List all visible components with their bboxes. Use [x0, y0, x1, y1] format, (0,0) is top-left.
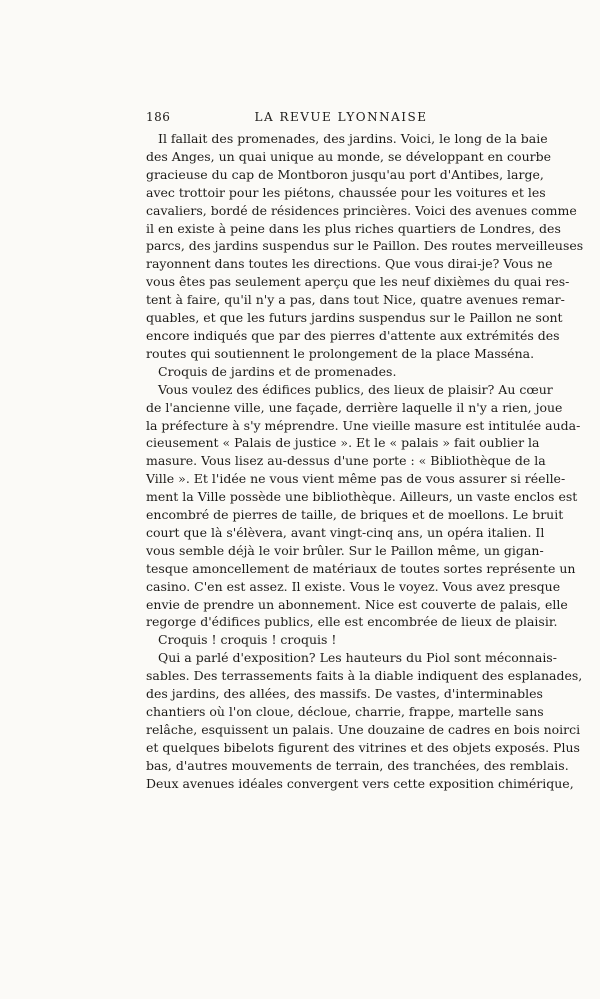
text-line: envie de prendre un abonnement. Nice est couverte de palais, elle: [146, 596, 568, 612]
text-line: cieusement « Palais de justice ». Et le « palais » fait oublier la: [146, 435, 540, 451]
text-line: Ville ». Et l'idée ne vous vient même pas de vous assurer si réelle-: [146, 471, 566, 487]
text-line: parcs, des jardins suspendus sur le Paillon. Des routes merveilleuses: [146, 238, 584, 254]
text-line: relâche, esquissent un palais. Une douzaine de cadres en bois noirci: [146, 721, 581, 737]
text-line: Qui a parlé d'exposition? Les hauteurs du Piol sont méconnais-: [158, 650, 557, 666]
text-line: vous semble déjà le voir brûler. Sur le Paillon même, un gigan-: [146, 542, 544, 558]
text-line: masure. Vous lisez au-dessus d'une porte : « Bibliothèque de la: [146, 453, 546, 469]
text-line: tesque amoncellement de matériaux de toutes sortes représente un: [146, 560, 576, 576]
text-line: routes qui soutiennent le prolongement de la place Masséna.: [146, 345, 535, 361]
text-line: sables. Des terrassements faits à la diable indiquent des esplanades,: [146, 668, 583, 684]
text-line: casino. C'en est assez. Il existe. Vous le voyez. Vous avez presque: [146, 578, 561, 594]
text-line: Il fallait des promenades, des jardins. Voici, le long de la baie: [158, 131, 548, 146]
text-line: chantiers où l'on cloue, décloue, charrie, frappe, martelle sans: [146, 704, 544, 719]
text-line: quables, et que les futurs jardins suspendus sur le Paillon ne sont: [146, 310, 563, 326]
text-line: avec trottoir pour les piétons, chaussée pour les voitures et les: [146, 184, 546, 200]
text-line: Croquis ! croquis ! croquis !: [158, 632, 337, 648]
text-line: des Anges, un quai unique au monde, se développant en courbe: [146, 148, 551, 164]
text-line: bas, d'autres mouvements de terrain, des tranchées, des remblais.: [146, 757, 569, 773]
text-line: ment la Ville possède une bibliothèque. Ailleurs, un vaste enclos est: [146, 489, 578, 505]
text-line: rayonnent dans toutes les directions. Que vous dirai-je? Vous ne: [146, 256, 553, 272]
text-line: cavaliers, bordé de résidences princières. Voici des avenues comme: [146, 202, 577, 218]
text-line: encombré de pierres de taille, de briques et de moellons. Le bruit: [146, 507, 564, 523]
text-line: des jardins, des allées, des massifs. De vastes, d'interminables: [146, 686, 543, 702]
text-line: encore indiqués que par des pierres d'attente aux extrémités des: [146, 327, 560, 343]
text-line: regorge d'édifices publics, elle est encombrée de lieux de plaisir.: [146, 614, 558, 630]
text-line: gracieuse du cap de Montboron jusqu'au port d'Antibes, large,: [146, 166, 544, 182]
text-line: tent à faire, qu'il n'y a pas, dans tout Nice, quatre avenues remar-: [146, 292, 565, 308]
page-header: [146, 110, 536, 130]
text-line: Croquis de jardins et de promenades.: [158, 363, 397, 379]
text-line: et quelques bibelots figurent des vitrines et des objets exposés. Plus: [146, 739, 580, 755]
text-line: Deux avenues idéales convergent vers cette exposition chimérique,: [146, 775, 574, 791]
text-line: la préfecture à s'y méprendre. Une vieille masure est intitulée auda-: [146, 417, 581, 433]
text-line: Vous voulez des édifices publics, des lieux de plaisir? Au cœur: [158, 381, 553, 397]
page: [146, 110, 584, 793]
text-line: il en existe à peine dans les plus riches quartiers de Londres, des: [146, 220, 561, 236]
page-number: 186: [146, 110, 171, 124]
text-line: de l'ancienne ville, une façade, derrière laquelle il n'y a rien, joue: [146, 399, 563, 415]
article-body: [146, 130, 584, 793]
text-line: court que là s'élèvera, avant vingt-cinq ans, un opéra italien. Il: [146, 524, 545, 540]
running-title: LA REVUE LYONNAISE: [254, 110, 428, 124]
text-line: vous êtes pas seulement aperçu que les neuf dixièmes du quai res-: [146, 274, 570, 290]
